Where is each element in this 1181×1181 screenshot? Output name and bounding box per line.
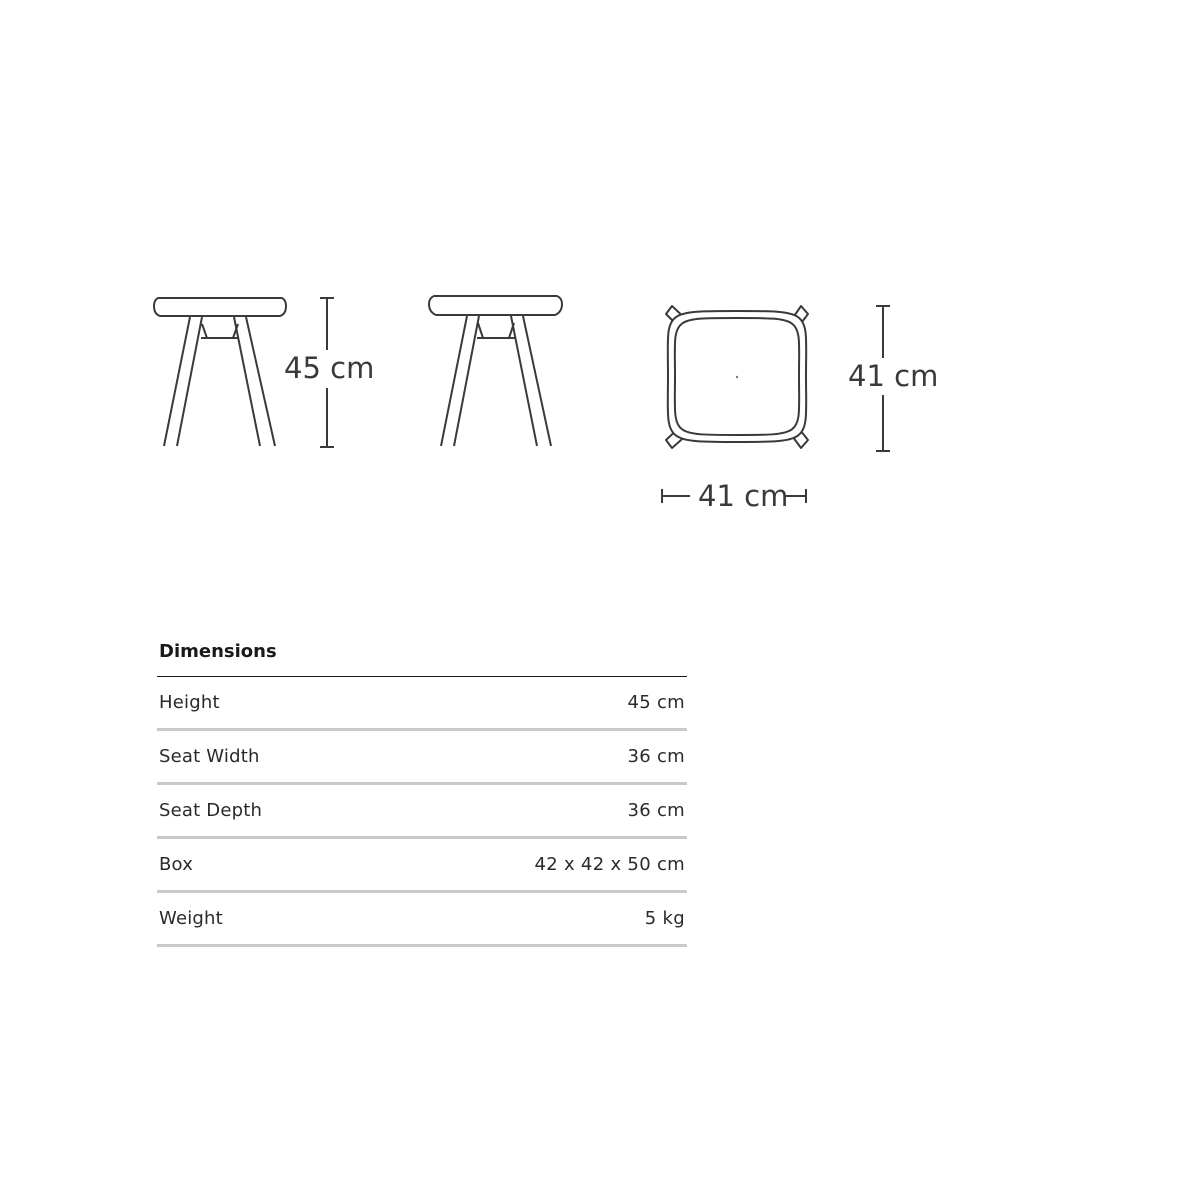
stool-side-view-icon [154, 298, 286, 446]
table-row [157, 893, 687, 947]
row-value: 42 x 42 x 50 cm [534, 854, 685, 875]
row-value: 36 cm [627, 800, 685, 821]
row-label: Weight [159, 908, 223, 929]
dimensions-title: Dimensions [157, 638, 687, 677]
row-label: Box [159, 854, 194, 875]
row-label: Height [159, 692, 220, 713]
row-value: 36 cm [627, 746, 685, 767]
table-row [157, 785, 687, 839]
width-dimension-label: 41 cm [698, 479, 789, 513]
dimensions-table [157, 638, 687, 947]
row-label: Seat Width [159, 746, 260, 767]
stool-front-view-icon [429, 296, 562, 446]
row-label: Seat Depth [159, 800, 263, 821]
row-value: 45 cm [627, 692, 685, 713]
table-row [157, 839, 687, 893]
row-value: 5 kg [644, 908, 685, 929]
depth-dimension-label: 41 cm [848, 359, 939, 393]
height-dimension-label: 45 cm [284, 351, 375, 385]
stool-top-view-icon [666, 306, 808, 448]
table-row [157, 731, 687, 785]
table-row [157, 677, 687, 731]
